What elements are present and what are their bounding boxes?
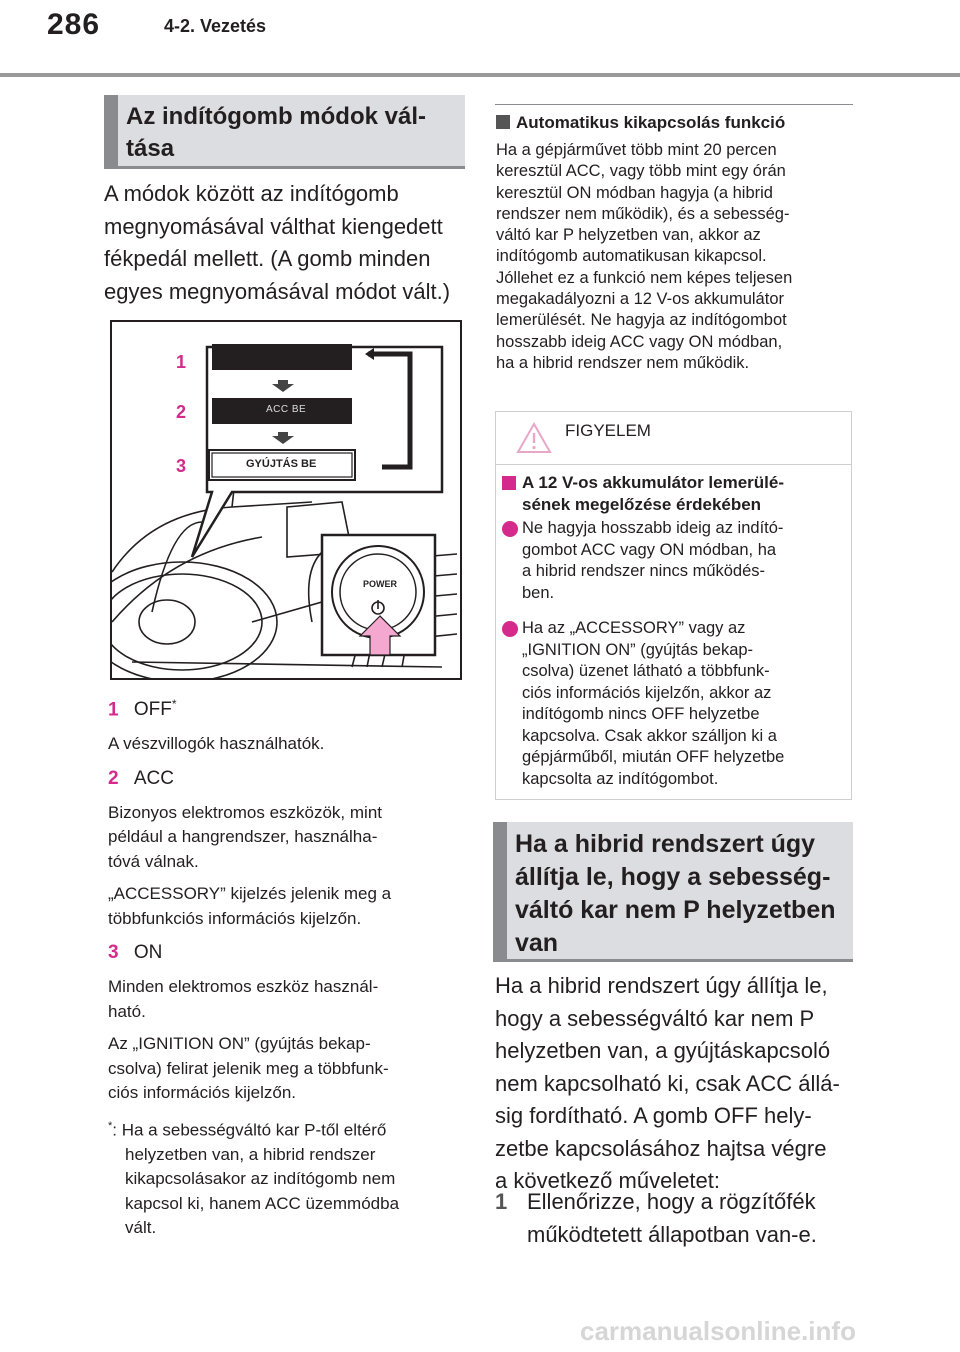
mode-number: 3 (108, 942, 119, 964)
section-heading-line: Az indítógomb módok vál- (126, 103, 426, 130)
illustration-drawing (112, 322, 460, 678)
text-line: gépjárműből, miután OFF helyzetbe (522, 748, 785, 766)
illustration-label-2: 2 (176, 402, 187, 422)
bullet-dot-icon (502, 621, 518, 637)
text-line: Jóllehet ez a funkció nem képes teljesen (496, 268, 793, 287)
text-line: csolva) felirat jelenik meg a többfunk- (108, 1058, 389, 1078)
modes-list (108, 690, 468, 1241)
power-button-label: POWER (363, 579, 398, 589)
illustration-label-1: 1 (176, 352, 187, 372)
section-heading-line: van (515, 929, 559, 957)
text-line: kapcsolta az indítógombot. (522, 769, 719, 788)
column-rule (495, 104, 853, 105)
step-1 (495, 1186, 865, 1251)
footnote (108, 1114, 468, 1241)
text-line: A 12 V-os akkumulátor lemerülé- (522, 473, 785, 492)
footnote-marker: * (108, 1119, 113, 1132)
caution-bullet-1 (502, 518, 842, 604)
text-line: indítógomb nincs OFF helyzetbe (522, 705, 760, 723)
mode-name: OFF (133, 699, 172, 721)
text-line: zetbe kapcsolásához hajtsa végre (495, 1135, 827, 1161)
mode-item-acc (108, 765, 468, 793)
auto-off-heading (496, 110, 858, 136)
text-line: rendszer nem működik), és a sebesség- (496, 204, 790, 223)
display-ignition-text: GYÚJTÁS BE (246, 458, 317, 470)
text-line: gombot ACC vagy ON módban, ha (522, 540, 777, 559)
section-heading-shutdown (493, 822, 853, 962)
text-line: Ha az „ACCESSORY” vagy az (522, 619, 746, 637)
auto-off-text (496, 140, 858, 374)
caution-subhead (502, 472, 842, 515)
text-line: keresztül ON módban hagyja (a hibrid (496, 183, 773, 202)
section-heading-line: Ha a hibrid rendszert úgy (515, 830, 816, 858)
caution-header (496, 412, 851, 465)
text-line: indítógomb automatikusan kikapcsol. (496, 247, 767, 266)
text-line: kapcsol ki, hanem ACC üzemmódba (125, 1193, 400, 1213)
text-line: például a hangrendszer, használha- (108, 827, 378, 847)
text-line: keresztül ACC, vagy több mint egy órán (496, 162, 786, 181)
header-rule (0, 73, 960, 77)
mode-number: 2 (108, 767, 119, 789)
mode-desc (108, 975, 468, 1106)
bullet-dot-icon (502, 521, 518, 537)
warning-icon (516, 422, 552, 454)
mode-desc (108, 801, 468, 932)
text-line: A vészvillogók használhatók. (108, 734, 325, 754)
mode-item-on (108, 939, 468, 967)
text-line: megakadályozni a 12 V-os akkumulátor (496, 290, 784, 309)
section-heading-line: váltó kar nem P helyzetben (515, 896, 836, 924)
text-line: tóvá válnak. (108, 851, 199, 871)
power-button-illustration (110, 320, 462, 680)
mode-desc (108, 732, 468, 757)
text-line: kikapcsolásakor az indítógomb nem (125, 1169, 396, 1189)
shutdown-paragraph (495, 970, 865, 1198)
illustration-label-3: 3 (176, 456, 187, 476)
mode-name: ON (133, 942, 163, 964)
text-line: lemerülését. Ne hagyja az indítógombot (496, 311, 787, 330)
text-line: ciós információs kijelzőn, akkor az (522, 683, 772, 702)
square-bullet-icon (496, 115, 510, 129)
text-line: Ellenőrizze, hogy a rögzítőfék (527, 1189, 816, 1214)
mode-number: 1 (108, 699, 119, 721)
step-number: 1 (495, 1189, 508, 1214)
text-line: egyes megnyomásával módot vált.) (104, 278, 451, 304)
text-line: sének megelőzése érdekében (522, 494, 762, 514)
text-line: ben. (522, 583, 555, 602)
text-line: ha a hibrid rendszer nem működik. (496, 353, 750, 372)
text-line: váltó kar P helyzetben van, akkor az (496, 226, 761, 245)
text-line: „ACCESSORY” kijelzés jelenik meg a (108, 884, 392, 904)
text-line: Ha a gépjárművet több mint 20 percen (496, 141, 777, 159)
text-line: Bizonyos elektromos eszközök, mint (108, 802, 382, 822)
text-line: ciós információs kijelzőn. (108, 1083, 297, 1103)
text-line: a következő műveletet: (495, 1168, 721, 1193)
section-heading-line: tása (126, 135, 175, 162)
chapter-title: 4-2. Vezetés (164, 16, 267, 36)
text-line: megnyomásával válthat kiengedett (104, 213, 443, 239)
mode-item-off (108, 690, 468, 724)
intro-paragraph (104, 178, 474, 308)
text-line: hogy a sebességváltó kar nem P (495, 1005, 815, 1031)
square-bullet-icon (502, 476, 516, 490)
text-line: ható. (108, 1001, 146, 1021)
caution-title: FIGYELEM (565, 421, 651, 440)
caution-box (495, 411, 852, 800)
caution-bullet-2 (502, 618, 842, 790)
footnote-marker: * (171, 697, 177, 711)
mode-name: ACC (133, 767, 174, 789)
text-line: Ne hagyja hosszabb ideig az indító- (522, 519, 784, 537)
display-acc-text: ACC BE (266, 404, 307, 415)
text-line: többfunkciós információs kijelzőn. (108, 908, 362, 928)
section-heading-line: állítja le, hogy a sebesség- (515, 863, 831, 891)
auto-off-section (496, 110, 858, 374)
text-line: : Ha a sebességváltó kar P-től eltérő (112, 1120, 387, 1140)
text-line: nem kapcsolható ki, csak ACC állá- (495, 1070, 840, 1096)
text-line: Ha a hibrid rendszert úgy állítja le, (495, 973, 828, 998)
page-number: 286 (47, 8, 101, 41)
text-line: vált. (125, 1218, 157, 1238)
text-line: hosszabb ideig ACC vagy ON módban, (496, 332, 783, 351)
watermark: carmanualsonline.info (580, 1316, 856, 1346)
text-line: A módok között az indítógomb (104, 181, 399, 206)
text-line: helyzetben van, a gyújtáskapcsoló (495, 1038, 831, 1063)
text-line: sig fordítható. A gomb OFF hely- (495, 1103, 812, 1128)
section-heading-modes (104, 95, 465, 169)
text-line: Az „IGNITION ON” (gyújtás bekap- (108, 1034, 371, 1054)
heading-text: Automatikus kikapcsolás funkció (516, 113, 786, 132)
text-line: „IGNITION ON” (gyújtás bekap- (522, 640, 754, 659)
text-line: csolva) üzenet látható a többfunk- (522, 662, 770, 680)
text-line: Minden elektromos eszköz használ- (108, 977, 379, 997)
text-line: kapcsolva. Csak akkor szálljon ki a (522, 726, 777, 745)
text-line: fékpedál mellett. (A gomb minden (104, 246, 431, 271)
text-line: a hibrid rendszer nincs működés- (522, 562, 766, 580)
text-line: működtetett állapotban van-e. (527, 1221, 817, 1247)
display-off (212, 344, 352, 370)
text-line: helyzetben van, a hibrid rendszer (125, 1144, 376, 1164)
